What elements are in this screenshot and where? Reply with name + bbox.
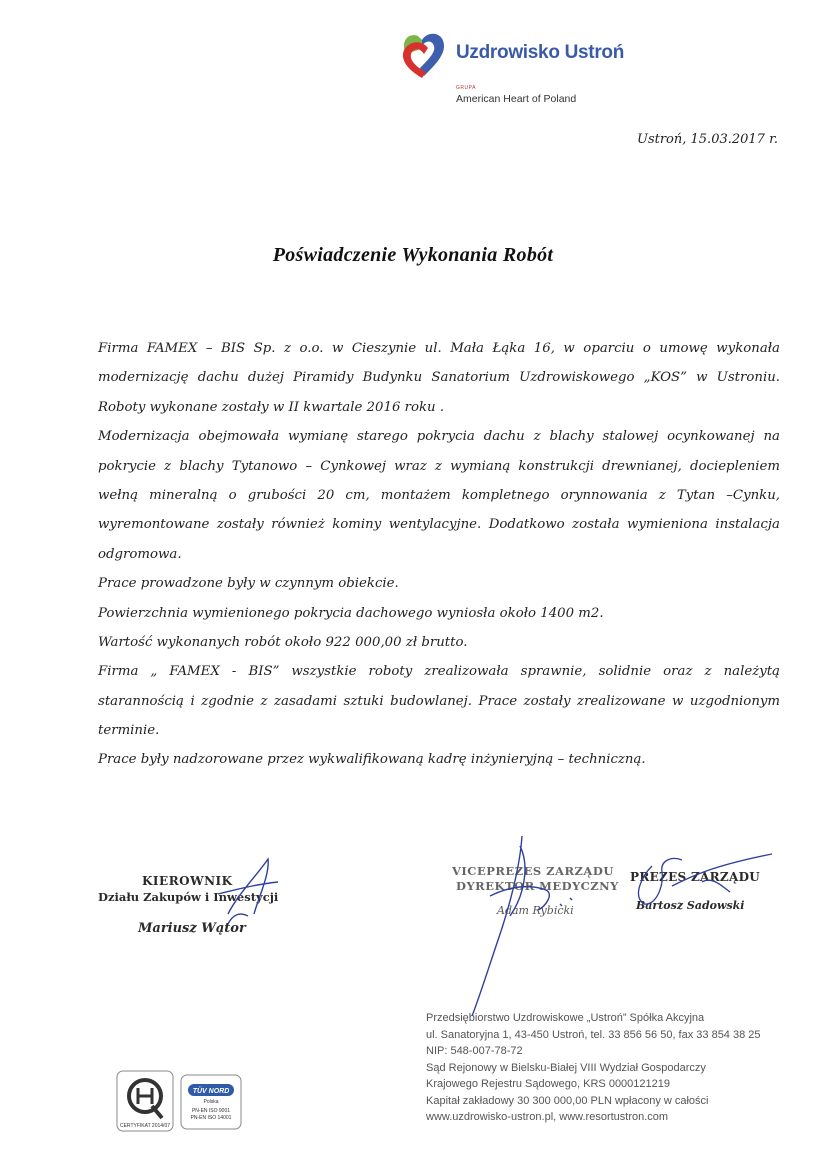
tuv-certificate-badge xyxy=(180,1074,242,1130)
stamp-name: Adam Rybicki xyxy=(497,904,574,917)
body-line: Roboty wykonane zostały w II kwartale 2016 roku . xyxy=(98,399,445,415)
body-line: Firma FAMEX – BIS Sp. z o.o. w Cieszynie ul. Mała Łąka 16, w oparciu o umowę wykonała xyxy=(98,341,780,356)
quality-certificate-badge xyxy=(116,1070,174,1132)
body-line: pokrycie z blachy Tytanowo – Cynkowej wraz z wymianą konstrukcji drewnianej, dociepleniem xyxy=(98,458,780,474)
handwritten-signature-icon xyxy=(450,826,620,1022)
footer-line: Przedsiębiorstwo Uzdrowiskowe „Ustroń” Spółka Akcyjna xyxy=(426,1012,705,1024)
company-logo xyxy=(398,28,638,112)
footer-line: Krajowego Rejestru Sądowego, KRS 0000121219 xyxy=(426,1078,670,1090)
stamp-subtitle: DYREKTOR MEDYCZNY xyxy=(456,879,619,893)
handwritten-signature-icon xyxy=(612,846,782,916)
footer-line: NIP: 548-007-78-72 xyxy=(426,1045,523,1057)
quality-q-icon xyxy=(116,1070,174,1132)
document-title: Poświadczenie Wykonania Robót xyxy=(272,244,554,266)
brand-name: Uzdrowisko Ustroń xyxy=(456,42,625,63)
footer-line: Sąd Rejonowy w Bielsku-Białej VIII Wydział Gospodarczy xyxy=(426,1061,706,1074)
handwritten-signature-icon xyxy=(158,854,298,934)
body-line: Prace prowadzone były w czynnym obiekcie. xyxy=(98,576,399,592)
stamp-title: PREZES ZARZĄDU xyxy=(630,870,761,884)
group-label: GRUPA xyxy=(456,85,476,91)
signature-stamp-left xyxy=(98,874,318,944)
stamp-title: VICEPREZES ZARZĄDU xyxy=(452,864,614,878)
stamp-subtitle: Działu Zakupów i Inwestycji xyxy=(98,890,279,904)
tuv-name: TÜV NORD xyxy=(192,1088,230,1095)
document-body xyxy=(98,334,780,775)
group-name: American Heart of Poland xyxy=(456,93,577,105)
body-line: wełną mineralną o grubości 20 cm, montażem kompletnego orynnowania z Tytan –Cynku, xyxy=(98,487,780,503)
footer-line: ul. Sanatoryjna 1, 43-450 Ustroń, tel. 33 856 56 50, fax 33 854 38 25 xyxy=(426,1028,761,1041)
footer-line: Kapitał zakładowy 30 300 000,00 PLN wpłacony w całości xyxy=(426,1094,709,1107)
body-line: Prace były nadzorowane przez wykwalifikowaną kadrę inżynieryjną – techniczną. xyxy=(98,752,646,768)
stamp-title: KIEROWNIK xyxy=(142,874,233,888)
tuv-standard-2: PN-EN ISO 14001 xyxy=(190,1115,232,1121)
body-line: Modernizacja obejmowała wymianę starego pokrycia dachu z blachy stalowej ocynkowanej na xyxy=(98,429,780,445)
heart-logo-icon xyxy=(398,28,448,80)
body-line: Firma „ FAMEX - BIS” wszystkie roboty zrealizowała sprawnie, solidnie oraz z należytą xyxy=(98,664,780,680)
body-line: starannością i zgodnie z zasadami sztuki budowlanej. Prace zostały zrealizowane w uzgodnionym xyxy=(98,693,780,709)
stamp-name: Bartosz Sadowski xyxy=(636,899,745,912)
body-line: terminie. xyxy=(98,723,160,739)
tuv-standard-1: PN-EN ISO 9001 xyxy=(191,1108,231,1114)
body-line: wyremontowane zostały również kominy wentylacyjne. Dodatkowo została wymieniona instalacja xyxy=(98,517,780,533)
company-footer xyxy=(426,1010,806,1126)
body-line: Powierzchnia wymienionego pokrycia dachowego wyniosła około 1400 m2. xyxy=(98,605,604,621)
tuv-nord-icon xyxy=(180,1074,242,1130)
tuv-sub: Polska xyxy=(203,1099,219,1105)
document-date: Ustroń, 15.03.2017 r. xyxy=(636,132,778,147)
body-line: Wartość wykonanych robót około 922 000,00 zł brutto. xyxy=(98,634,468,650)
cert-label: CERTYFIKAT 2014/07 xyxy=(119,1123,171,1129)
body-line: odgromowa. xyxy=(98,546,182,562)
stamp-name: Mariusz Wątor xyxy=(138,921,246,936)
footer-line: www.uzdrowisko-ustron.pl, www.resortustron.com xyxy=(426,1111,669,1123)
body-line: modernizację dachu dużej Piramidy Budynku Sanatorium Uzdrowiskowego „KOS” w Ustroniu. xyxy=(98,370,780,386)
